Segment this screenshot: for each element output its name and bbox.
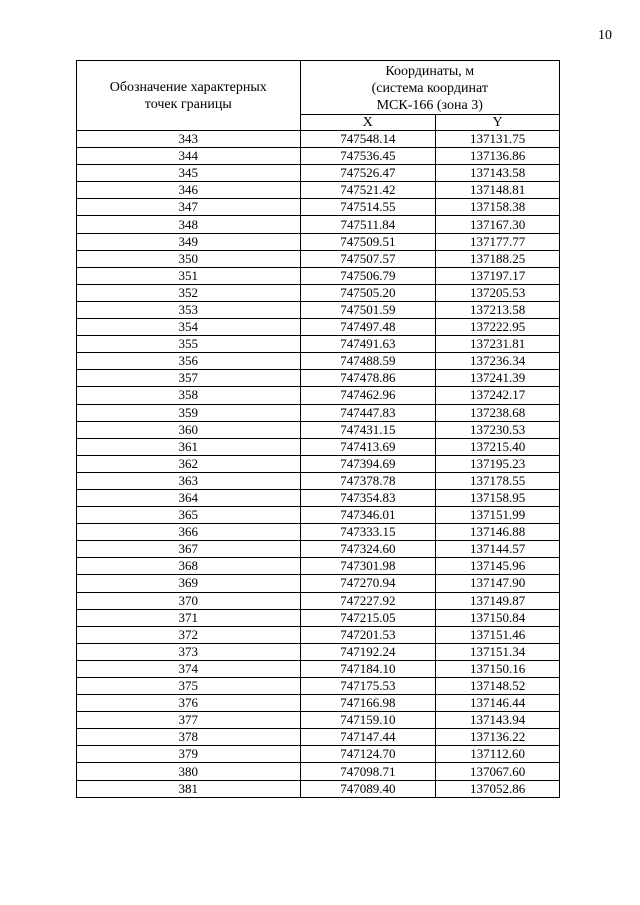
y-coordinate-cell: 137144.57 (436, 541, 560, 558)
page-number: 10 (598, 28, 612, 43)
table-row (77, 455, 560, 472)
table-row (77, 353, 560, 370)
table-row (77, 370, 560, 387)
table-row (77, 421, 560, 438)
point-id-cell: 363 (77, 472, 301, 489)
y-coordinate-cell: 137136.22 (436, 729, 560, 746)
y-coordinate-cell: 137145.96 (436, 558, 560, 575)
x-coordinate-cell: 747124.70 (300, 746, 436, 763)
y-coordinate-cell: 137131.75 (436, 131, 560, 148)
point-id-cell: 377 (77, 712, 301, 729)
point-id-cell: 374 (77, 660, 301, 677)
x-coordinate-cell: 747394.69 (300, 455, 436, 472)
table-row (77, 575, 560, 592)
x-coordinate-cell: 747166.98 (300, 695, 436, 712)
x-coordinate-cell: 747526.47 (300, 165, 436, 182)
point-id-cell: 353 (77, 301, 301, 318)
y-coordinate-cell: 137149.87 (436, 592, 560, 609)
table-row (77, 746, 560, 763)
y-coordinate-cell: 137158.95 (436, 489, 560, 506)
x-coordinate-cell: 747301.98 (300, 558, 436, 575)
table-row (77, 678, 560, 695)
y-coordinate-cell: 137052.86 (436, 780, 560, 797)
x-coordinate-cell: 747215.05 (300, 609, 436, 626)
y-coordinate-cell: 137167.30 (436, 216, 560, 233)
y-coordinate-cell: 137143.94 (436, 712, 560, 729)
header-y: Y (436, 115, 560, 131)
table-row (77, 319, 560, 336)
point-id-cell: 358 (77, 387, 301, 404)
table-row (77, 712, 560, 729)
x-coordinate-cell: 747192.24 (300, 643, 436, 660)
x-coordinate-cell: 747324.60 (300, 541, 436, 558)
point-id-cell: 345 (77, 165, 301, 182)
point-id-cell: 364 (77, 489, 301, 506)
table-row (77, 626, 560, 643)
table-row (77, 267, 560, 284)
x-coordinate-cell: 747227.92 (300, 592, 436, 609)
x-coordinate-cell: 747159.10 (300, 712, 436, 729)
header-points (77, 61, 301, 131)
table-row (77, 233, 560, 250)
y-coordinate-cell: 137143.58 (436, 165, 560, 182)
x-coordinate-cell: 747507.57 (300, 250, 436, 267)
table-row (77, 148, 560, 165)
x-coordinate-cell: 747509.51 (300, 233, 436, 250)
y-coordinate-cell: 137146.44 (436, 695, 560, 712)
table-row (77, 660, 560, 677)
y-coordinate-cell: 137213.58 (436, 301, 560, 318)
x-coordinate-cell: 747346.01 (300, 507, 436, 524)
point-id-cell: 375 (77, 678, 301, 695)
x-coordinate-cell: 747431.15 (300, 421, 436, 438)
point-id-cell: 359 (77, 404, 301, 421)
y-coordinate-cell: 137151.34 (436, 643, 560, 660)
table-body (77, 131, 560, 798)
point-id-cell: 344 (77, 148, 301, 165)
y-coordinate-cell: 137215.40 (436, 438, 560, 455)
table-row (77, 336, 560, 353)
point-id-cell: 366 (77, 524, 301, 541)
y-coordinate-cell: 137231.81 (436, 336, 560, 353)
point-id-cell: 373 (77, 643, 301, 660)
point-id-cell: 349 (77, 233, 301, 250)
y-coordinate-cell: 137136.86 (436, 148, 560, 165)
x-coordinate-cell: 747447.83 (300, 404, 436, 421)
y-coordinate-cell: 137205.53 (436, 284, 560, 301)
table-row (77, 472, 560, 489)
x-coordinate-cell: 747184.10 (300, 660, 436, 677)
point-id-cell: 380 (77, 763, 301, 780)
y-coordinate-cell: 137238.68 (436, 404, 560, 421)
point-id-cell: 365 (77, 507, 301, 524)
coordinates-table (76, 60, 560, 798)
y-coordinate-cell: 137236.34 (436, 353, 560, 370)
x-coordinate-cell: 747175.53 (300, 678, 436, 695)
point-id-cell: 352 (77, 284, 301, 301)
point-id-cell: 346 (77, 182, 301, 199)
table-row (77, 643, 560, 660)
table-row (77, 592, 560, 609)
point-id-cell: 367 (77, 541, 301, 558)
table-row (77, 404, 560, 421)
table-row (77, 199, 560, 216)
table-row (77, 780, 560, 797)
table-row (77, 729, 560, 746)
header-coordinates (300, 61, 560, 115)
point-id-cell: 351 (77, 267, 301, 284)
x-coordinate-cell: 747270.94 (300, 575, 436, 592)
y-coordinate-cell: 137188.25 (436, 250, 560, 267)
header-coords-line1: Координаты, м (385, 64, 475, 79)
y-coordinate-cell: 137150.84 (436, 609, 560, 626)
y-coordinate-cell: 137146.88 (436, 524, 560, 541)
point-id-cell: 376 (77, 695, 301, 712)
x-coordinate-cell: 747491.63 (300, 336, 436, 353)
table-row (77, 131, 560, 148)
y-coordinate-cell: 137148.52 (436, 678, 560, 695)
point-id-cell: 372 (77, 626, 301, 643)
point-id-cell: 362 (77, 455, 301, 472)
point-id-cell: 355 (77, 336, 301, 353)
y-coordinate-cell: 137177.77 (436, 233, 560, 250)
y-coordinate-cell: 137112.60 (436, 746, 560, 763)
y-coordinate-cell: 137222.95 (436, 319, 560, 336)
y-coordinate-cell: 137242.17 (436, 387, 560, 404)
point-id-cell: 356 (77, 353, 301, 370)
x-coordinate-cell: 747147.44 (300, 729, 436, 746)
table-row (77, 558, 560, 575)
y-coordinate-cell: 137241.39 (436, 370, 560, 387)
table-header (77, 61, 560, 131)
table-row (77, 301, 560, 318)
x-coordinate-cell: 747497.48 (300, 319, 436, 336)
table-row (77, 165, 560, 182)
table-row (77, 182, 560, 199)
table-row (77, 438, 560, 455)
table-row (77, 541, 560, 558)
x-coordinate-cell: 747501.59 (300, 301, 436, 318)
y-coordinate-cell: 137178.55 (436, 472, 560, 489)
x-coordinate-cell: 747354.83 (300, 489, 436, 506)
point-id-cell: 381 (77, 780, 301, 797)
y-coordinate-cell: 137197.17 (436, 267, 560, 284)
table-row (77, 609, 560, 626)
x-coordinate-cell: 747488.59 (300, 353, 436, 370)
header-points-line1: Обозначение характерных (109, 79, 267, 95)
point-id-cell: 347 (77, 199, 301, 216)
x-coordinate-cell: 747413.69 (300, 438, 436, 455)
table-row (77, 387, 560, 404)
x-coordinate-cell: 747506.79 (300, 267, 436, 284)
point-id-cell: 370 (77, 592, 301, 609)
point-id-cell: 368 (77, 558, 301, 575)
x-coordinate-cell: 747478.86 (300, 370, 436, 387)
x-coordinate-cell: 747098.71 (300, 763, 436, 780)
point-id-cell: 354 (77, 319, 301, 336)
point-id-cell: 348 (77, 216, 301, 233)
header-x: X (300, 115, 436, 131)
x-coordinate-cell: 747505.20 (300, 284, 436, 301)
y-coordinate-cell: 137147.90 (436, 575, 560, 592)
point-id-cell: 361 (77, 438, 301, 455)
y-coordinate-cell: 137067.60 (436, 763, 560, 780)
point-id-cell: 360 (77, 421, 301, 438)
table-row (77, 507, 560, 524)
table-row (77, 763, 560, 780)
table-row (77, 489, 560, 506)
x-coordinate-cell: 747511.84 (300, 216, 436, 233)
y-coordinate-cell: 137151.46 (436, 626, 560, 643)
y-coordinate-cell: 137230.53 (436, 421, 560, 438)
header-coords-line3: МСК-166 (зона 3) (376, 98, 483, 113)
table-row (77, 250, 560, 267)
table-row (77, 284, 560, 301)
point-id-cell: 378 (77, 729, 301, 746)
y-coordinate-cell: 137151.99 (436, 507, 560, 524)
point-id-cell: 357 (77, 370, 301, 387)
x-coordinate-cell: 747536.45 (300, 148, 436, 165)
point-id-cell: 371 (77, 609, 301, 626)
header-points-line2: точек границы (144, 96, 232, 112)
header-coords-line2: (система координат (371, 81, 488, 96)
y-coordinate-cell: 137148.81 (436, 182, 560, 199)
y-coordinate-cell: 137195.23 (436, 455, 560, 472)
x-coordinate-cell: 747378.78 (300, 472, 436, 489)
x-coordinate-cell: 747333.15 (300, 524, 436, 541)
table-row (77, 524, 560, 541)
point-id-cell: 350 (77, 250, 301, 267)
table-row (77, 695, 560, 712)
x-coordinate-cell: 747089.40 (300, 780, 436, 797)
y-coordinate-cell: 137150.16 (436, 660, 560, 677)
x-coordinate-cell: 747521.42 (300, 182, 436, 199)
point-id-cell: 369 (77, 575, 301, 592)
table-row (77, 216, 560, 233)
point-id-cell: 343 (77, 131, 301, 148)
x-coordinate-cell: 747514.55 (300, 199, 436, 216)
y-coordinate-cell: 137158.38 (436, 199, 560, 216)
x-coordinate-cell: 747201.53 (300, 626, 436, 643)
point-id-cell: 379 (77, 746, 301, 763)
x-coordinate-cell: 747462.96 (300, 387, 436, 404)
x-coordinate-cell: 747548.14 (300, 131, 436, 148)
